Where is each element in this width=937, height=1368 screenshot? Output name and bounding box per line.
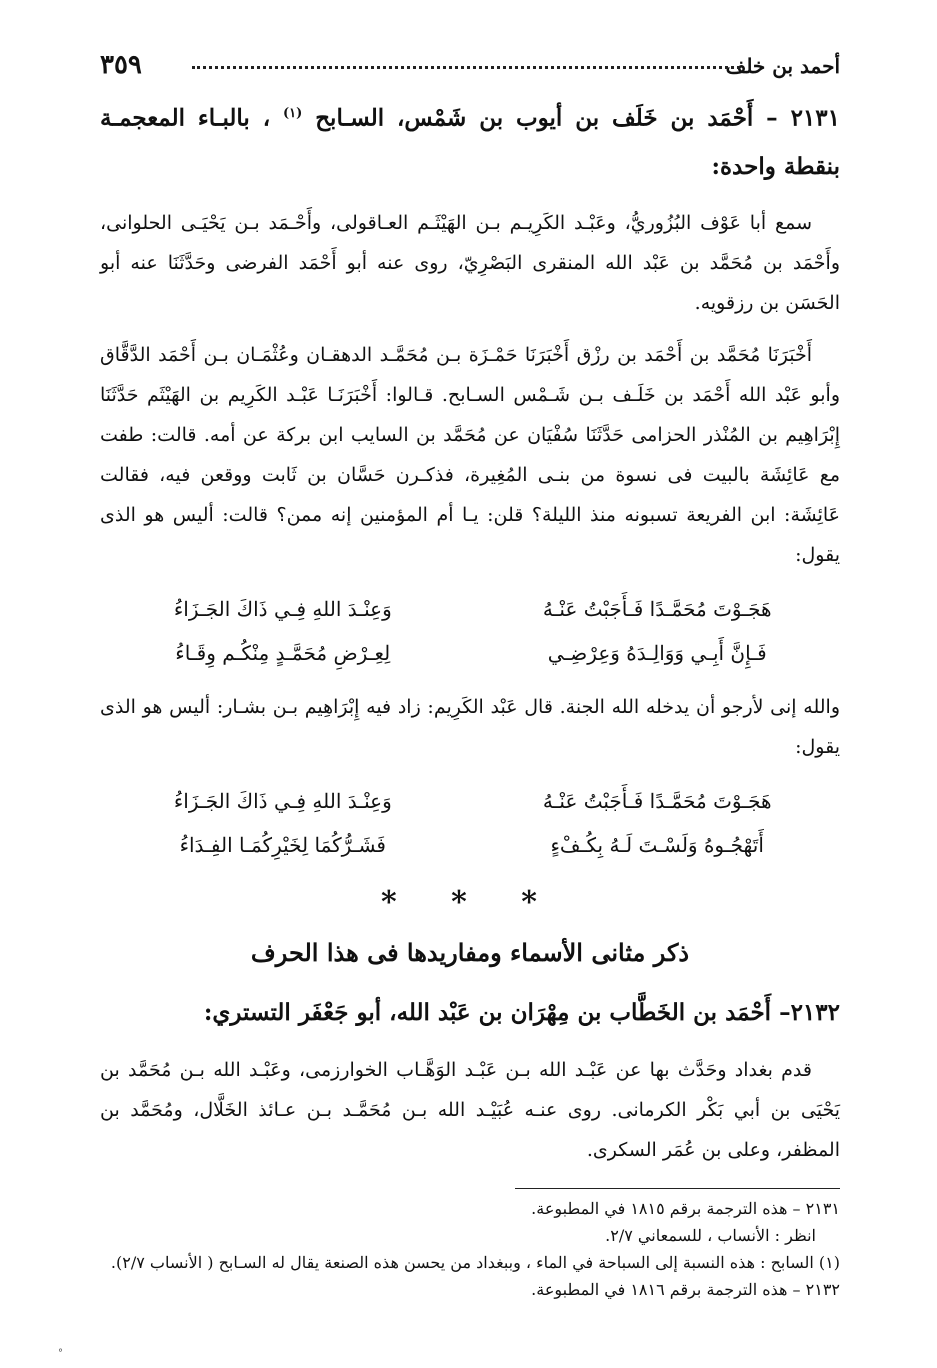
footnote-divider <box>515 1188 840 1189</box>
footnotes <box>100 1195 840 1303</box>
entry-2131-paragraph-2: أَخْبَرَنَا مُحَمَّد بن أَحْمَد بن رزْق أَخْبَرَنَا حَمْـزَة بـن مُحَمَّـد الدهقـان وعُثْمَـان بـن أَحْمَد الدَّقَّاق وأبو عَبْد الله أَحْمَد بن خَلَـف بـن شَـمْس السـابح. قـالوا: أَخْبَرَنَـا عَبْـد الكَرِيم بن الهَيْثَم حَدَّثَنَا إِبْرَاهِيم بن المُنْذر الحزامى حَدَّثَنَا سُفْيَان عن مُحَمَّد بن السايب ابن بركة عن أمه. قالت: طفت مع عَائِشَة بالبيت فى نسوة من بنـى المُغِيرة، فذكـرن حَسَّان بن ثَابت ووقعن فيه، فقالت عَائِشَة: ابن الفريعة تسبونه منذ الليلة؟ قلن: يـا أم المؤمنين إنه ممن؟ قالت: أليس هو الذى يقول: <box>100 343 840 566</box>
verse-first-hemistich: أَتَهْجُـوهُ وَلَسْـتَ لَـهُ بِكُـفْءٍ <box>550 832 764 857</box>
footnote-2132: ٢١٣٢ – هذه الترجمة برقم ١٨١٦ في المطبوعة. <box>531 1279 840 1299</box>
section-heading: ذكر مثانى الأسماء ومفاريدها فى هذا الحرف <box>250 937 690 967</box>
verse-second-hemistich: وَعِنْـدَ اللهِ فِـي ذَاكَ الجَـزَاءُ <box>173 596 392 621</box>
verse-first-hemistich: هَجَـوْتَ مُحَمَّـدًا فَـأَجَبْتُ عَنْـهُ <box>542 596 772 621</box>
poem-verse <box>110 823 830 867</box>
footnote-1: (١) السابح : هذه النسبة إلى السباحة في الماء ، وببغداد من يحسن هذه الصنعة يقال له السـابح ( الأنساب ٢/٧). <box>110 1252 840 1272</box>
verse-second-hemistich: فَشَـرُّكُمَا لِخَيْرِكُمَـا الفِـدَاءُ <box>179 832 386 857</box>
verse-first-hemistich: فَـإِنَّ أَبِـي وَوَالِـدَهُ وَعِرْضِـي <box>547 640 767 665</box>
running-title: أحمد بن خلف <box>725 54 840 78</box>
entry-2131-paragraph-3: والله إنى لأرجو أن يدخله الله الجنة. قال عَبْد الكَرِيم: زاد فيه إِبْرَاهِيم بـن بشـار: أليس هو الذى يقول: <box>100 695 840 758</box>
header-dot-leader <box>192 66 740 69</box>
page-number: ٣٥٩ <box>100 50 142 80</box>
poem-verse <box>110 587 830 631</box>
poem-verse <box>110 779 830 823</box>
poem-1 <box>110 587 830 675</box>
entry-2132-paragraph: قدم بغداد وحَدَّث بها عن عَبْـد الله بـن عَبْـد الوَهَّـاب الخوارزمى، وعَبْـد الله بـن مُحَمَّد بن يَحْيَى بن أبي بَكْر الكرمانى. روى عنـه عُبَيْـد الله بـن مُحَمَّـد بـن عـائذ الخَلَّال، ومُحَمَّد بن المظفر، وعلى بن عُمَر السكرى. <box>100 1058 840 1161</box>
section-separator-stars: * * * <box>381 884 559 920</box>
entry-2131-title: ٢١٣١ – أَحْمَد بن خَلَف بن أيوب بن شَمْس، السـابح $^{(١)}$ ، بالبـاء المعجمـة بنقطة واحدة: <box>100 104 840 180</box>
footnote-2131: ٢١٣١ – هذه الترجمة برقم ١٨١٥ في المطبوعة. <box>531 1198 840 1218</box>
entry-2132-title: ٢١٣٢– أَحْمَد بن الخَطَّاب بن مِهْرَان بن عَبْد الله، أبو جَعْفَر التستري: <box>203 998 840 1026</box>
scan-corner-mark: ° <box>58 1348 63 1359</box>
footnote-ref: (١) <box>283 106 303 121</box>
poem-verse <box>110 631 830 675</box>
verse-first-hemistich: هَجَـوْتَ مُحَمَّـدًا فَـأَجَبْتُ عَنْـهُ <box>542 788 772 813</box>
document-page <box>100 48 840 1303</box>
poem-2 <box>110 779 830 867</box>
footnote-2131-reference: انظر : الأنساب ، للسمعاني ٢/٧. <box>605 1225 816 1245</box>
entry-2131-paragraph-1: سمع أبا عَوْف البُزُوريُّ، وعَبْـد الكَرِيـم بـن الهَيْثَـم العـاقولى، وأَحْـمَد بـن يَحْيَـى الحلوانى، وأَحْمَد بن مُحَمَّد بن عَبْد الله المنقرى البَصْرِيّ، روى عنه أبو أَحْمَد الفرضى وحَدَّثَنَا عنه أبو الحَسَن بن رزقويه. <box>100 211 840 314</box>
verse-second-hemistich: وَعِنْـدَ اللهِ فِـي ذَاكَ الجَـزَاءُ <box>173 788 392 813</box>
page-header <box>100 48 840 86</box>
verse-second-hemistich: لِعِـرْضِ مُحَمَّـدٍ مِنْكُـم وِقَـاءُ <box>175 640 391 665</box>
